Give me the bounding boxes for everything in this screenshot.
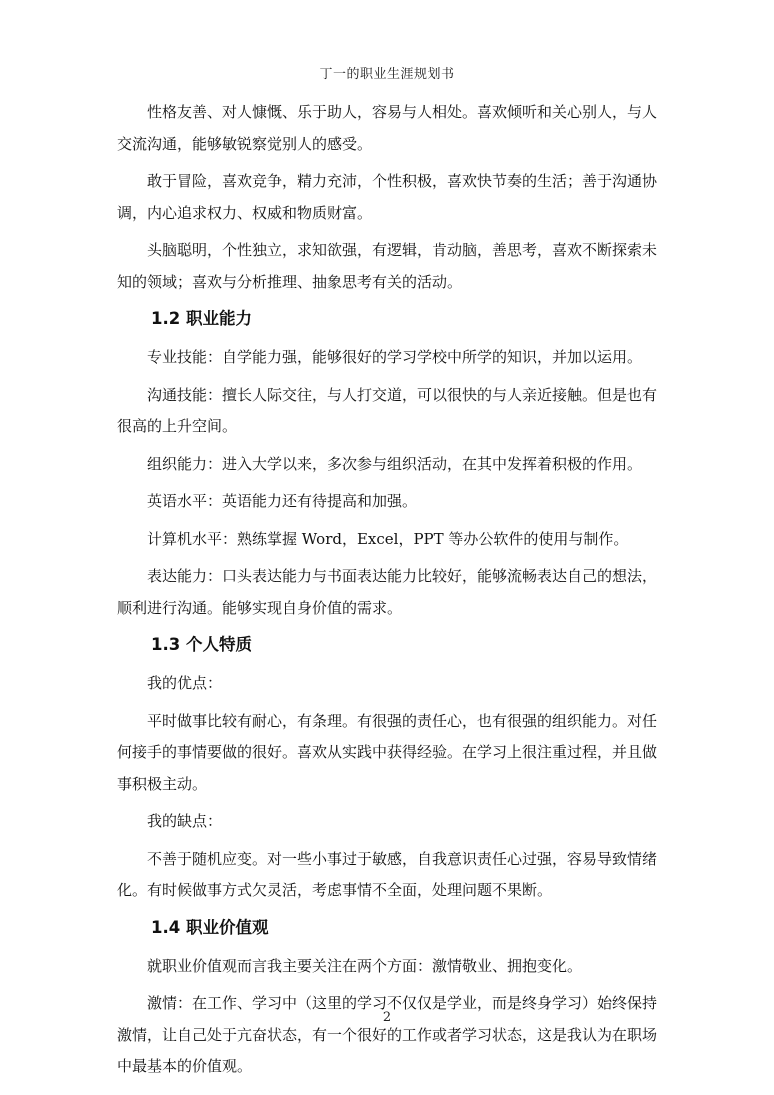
- ability-paragraph-expression: 表达能力：口头表达能力与书面表达能力比较好，能够流畅表达自己的想法，顺利进行沟通。能够实现自身价值的需求。: [117, 567, 658, 617]
- intro-paragraph-3: 头脑聪明，个性独立，求知欲强，有逻辑，肯动脑，善思考，喜欢不断探索未知的领域；喜欢与分析推理、抽象思考有关的活动。: [117, 241, 658, 291]
- running-header: 丁一的职业生涯规划书: [319, 67, 455, 82]
- values-passion-paragraph: 激情：在工作、学习中（这里的学习不仅仅是学业，而是终身学习）始终保持激情，让自己处于亢奋状态，有一个很好的工作或者学习状态，这是我认为在职场中最基本的价值观。: [117, 994, 658, 1075]
- ability-paragraph-english: 英语水平：英语能力还有待提高和加强。: [147, 492, 418, 510]
- values-summary-paragraph: 就职业价值观而言我主要关注在两个方面：激情敬业、拥抱变化。: [147, 956, 583, 975]
- section-heading-career-values: 1.4 职业价值观: [151, 917, 269, 937]
- page-body: [117, 97, 657, 1089]
- traits-strengths-label: 我的优点：: [147, 674, 223, 692]
- section-heading-career-ability: 1.2 职业能力: [151, 309, 252, 328]
- page-number: 2: [382, 1010, 392, 1025]
- intro-paragraph-1: 性格友善、对人慷慨、乐于助人，容易与人相处。喜欢倾听和关心别人，与人交流沟通，能够敏锐察觉别人的感受。: [117, 103, 658, 153]
- traits-weaknesses-paragraph: 不善于随机应变。对一些小事过于敏感，自我意识责任心过强，容易导致情绪化。有时候做事方式欠灵活，考虑事情不全面，处理问题不果断。: [117, 849, 658, 899]
- ability-paragraph-organization: 组织能力：进入大学以来，多次参与组织活动，在其中发挥着积极的作用。: [147, 454, 643, 473]
- traits-strengths-paragraph: 平时做事比较有耐心，有条理。有很强的责任心，也有很强的组织能力。对任何接手的事情要做的很好。喜欢从实践中获得经验。在学习上很注重过程，并且做事积极主动。: [117, 711, 658, 793]
- ability-paragraph-communication: 沟通技能：擅长人际交往，与人打交道，可以很快的与人亲近接触。但是也有很高的上升空间。: [117, 385, 658, 435]
- ability-paragraph-computer: 计算机水平：熟练掌握 Word，Excel，PPT 等办公软件的使用与制作。: [147, 529, 629, 548]
- traits-weaknesses-label: 我的缺点：: [147, 812, 223, 830]
- ability-paragraph-professional: 专业技能：自学能力强，能够很好的学习学校中所学的知识，并加以运用。: [147, 348, 643, 366]
- intro-paragraph-2: 敢于冒险，喜欢竞争，精力充沛，个性积极，喜欢快节奏的生活；善于沟通协调，内心追求权力、权威和物质财富。: [117, 172, 658, 222]
- section-heading-personal-traits: 1.3 个人特质: [151, 635, 252, 654]
